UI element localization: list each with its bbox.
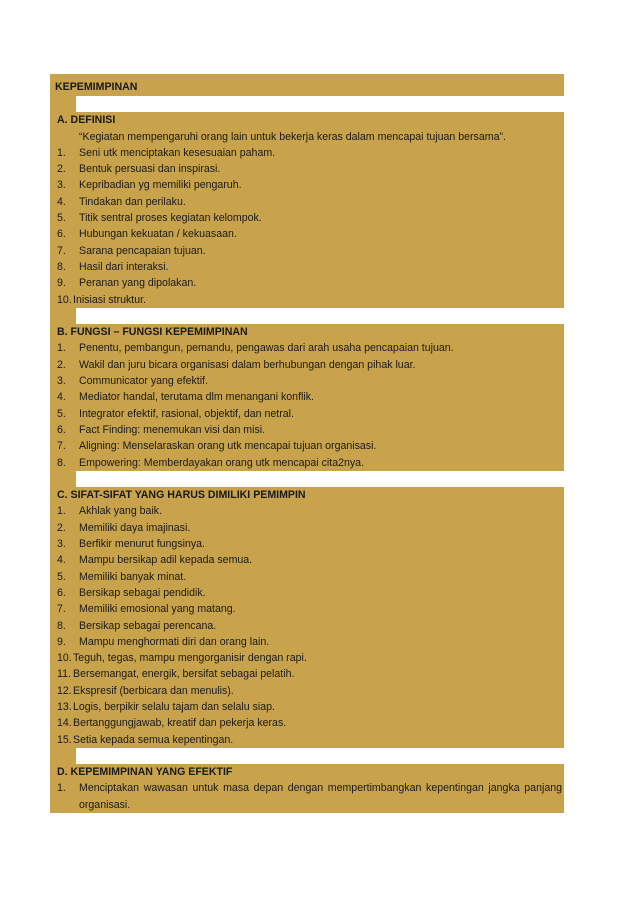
definition-quote: “Kegiatan mempengaruhi orang lain untuk bekerja keras dalam mencapai tujuan bersama”. (50, 129, 564, 145)
list-item (50, 210, 564, 226)
item-number: 10. (57, 293, 72, 306)
item-text: Aligning: Menselaraskan orang utk mencapai tujuan organisasi. (79, 440, 377, 453)
item-number: 8. (57, 456, 66, 469)
item-number: 12. (57, 684, 72, 697)
item-text: Menciptakan wawasan untuk masa depan dengan mempertimbangkan kepentingan jangka panjang (79, 782, 562, 795)
list-item (50, 618, 564, 634)
list-item (50, 275, 564, 291)
spacer (50, 748, 564, 764)
item-number: 1. (57, 505, 66, 518)
item-text-continuation: organisasi. (50, 797, 564, 813)
item-number: 5. (57, 212, 66, 225)
list-item (50, 585, 564, 601)
item-number: 2. (57, 163, 66, 176)
list-item (50, 780, 564, 796)
item-number: 9. (57, 277, 66, 290)
item-text: Penentu, pembangun, pemandu, pengawas dari arah usaha pencapaian tujuan. (79, 342, 454, 355)
list-item (50, 161, 564, 177)
list-item (50, 569, 564, 585)
section-heading-fungsi: B. FUNGSI – FUNGSI KEPEMIMPINAN (50, 324, 564, 340)
item-number: 5. (57, 570, 66, 583)
item-number: 11. (57, 668, 71, 681)
list-item (50, 715, 564, 731)
item-text: Hubungan kekuatan / kekuasaan. (79, 228, 237, 241)
item-number: 1. (57, 342, 66, 355)
item-number: 3. (57, 538, 66, 551)
item-text: Wakil dan juru bicara organisasi dalam berhubungan dengan pihak luar. (79, 358, 416, 371)
item-text: Hasil dari interaksi. (79, 260, 169, 273)
item-number: 9. (57, 635, 66, 648)
item-number: 4. (57, 195, 66, 208)
item-number: 7. (57, 440, 66, 453)
item-number: 14. (57, 717, 72, 730)
list-item (50, 503, 564, 519)
item-text: Logis, berpikir selalu tajam dan selalu siap. (73, 700, 275, 713)
list-item (50, 226, 564, 242)
item-number: 8. (57, 260, 66, 273)
item-text: Bersikap sebagai pendidik. (79, 586, 206, 599)
item-text: Setia kepada semua kepentingan. (73, 733, 234, 746)
list-item (50, 699, 564, 715)
list-item (50, 292, 564, 308)
list-item (50, 438, 564, 454)
list-item (50, 422, 564, 438)
list-item (50, 552, 564, 568)
section-heading-definisi: A. DEFINISI (50, 112, 564, 128)
item-number: 1. (57, 782, 66, 795)
item-number: 10. (57, 652, 72, 665)
item-text: Memiliki emosional yang matang. (79, 603, 236, 616)
item-text: Memiliki banyak minat. (79, 570, 187, 583)
list-item (50, 683, 564, 699)
item-text: Titik sentral proses kegiatan kelompok. (79, 212, 262, 225)
list-item (50, 455, 564, 471)
list-item (50, 406, 564, 422)
list-item (50, 259, 564, 275)
item-number: 6. (57, 423, 66, 436)
item-number: 6. (57, 228, 66, 241)
list-item (50, 357, 564, 373)
item-text: Memiliki daya imajinasi. (79, 521, 191, 534)
item-text: Tindakan dan perilaku. (79, 195, 186, 208)
section-heading-sifat: C. SIFAT-SIFAT YANG HARUS DIMILIKI PEMIMPIN (50, 487, 564, 503)
spacer (50, 96, 564, 112)
item-text: Mampu bersikap adil kepada semua. (79, 554, 253, 567)
item-text: Bersikap sebagai perencana. (79, 619, 217, 632)
list-item (50, 340, 564, 356)
list-item (50, 145, 564, 161)
item-text: Bentuk persuasi dan inspirasi. (79, 163, 221, 176)
item-number: 3. (57, 375, 66, 388)
list-item (50, 194, 564, 210)
item-text: Bersemangat, energik, bersifat sebagai pelatih. (73, 668, 295, 681)
item-number: 3. (57, 179, 66, 192)
section-heading-efektif: D. KEPEMIMPINAN YANG EFEKTIF (50, 764, 564, 780)
item-text: Mediator handal, terutama dlm menangani konflik. (79, 391, 314, 404)
list-item (50, 389, 564, 405)
item-number: 2. (57, 358, 66, 371)
item-number: 13. (57, 700, 72, 713)
list-item (50, 373, 564, 389)
item-number: 7. (57, 603, 66, 616)
list-item (50, 650, 564, 666)
item-number: 8. (57, 619, 66, 632)
document-body (50, 74, 564, 813)
item-text: Sarana pencapaian tujuan. (79, 244, 206, 257)
item-number: 4. (57, 391, 66, 404)
list-item (50, 177, 564, 193)
item-number: 7. (57, 244, 66, 257)
spacer (50, 471, 564, 487)
item-text: Mampu menghormati diri dan orang lain. (79, 635, 270, 648)
item-text: Berfikir menurut fungsinya. (79, 538, 206, 551)
list-item (50, 536, 564, 552)
list-item (50, 520, 564, 536)
item-number: 2. (57, 521, 66, 534)
item-number: 1. (57, 146, 66, 159)
document-title: KEPEMIMPINAN (50, 74, 564, 96)
item-text: Peranan yang dipolakan. (79, 277, 197, 290)
item-text: Bertanggungjawab, kreatif dan pekerja keras. (73, 717, 287, 730)
item-number: 6. (57, 586, 66, 599)
item-number: 15. (57, 733, 72, 746)
list-item (50, 243, 564, 259)
item-text: Ekspresif (berbicara dan menulis). (73, 684, 234, 697)
list-item (50, 732, 564, 748)
item-text: Fact Finding: menemukan visi dan misi. (79, 423, 266, 436)
item-text: Akhlak yang baik. (79, 505, 163, 518)
item-number: 4. (57, 554, 66, 567)
item-text: Kepribadian yg memiliki pengaruh. (79, 179, 242, 192)
item-text: Communicator yang efektif. (79, 375, 208, 388)
list-item (50, 634, 564, 650)
list-item (50, 666, 564, 682)
item-text: Teguh, tegas, mampu mengorganisir dengan rapi. (73, 652, 307, 665)
spacer (50, 308, 564, 324)
item-text: Empowering: Memberdayakan orang utk mencapai cita2nya. (79, 456, 365, 469)
item-text: Inisiasi struktur. (73, 293, 147, 306)
item-number: 5. (57, 407, 66, 420)
list-item (50, 601, 564, 617)
item-text: Seni utk menciptakan kesesuaian paham. (79, 146, 276, 159)
item-text: Integrator efektif, rasional, objektif, dan netral. (79, 407, 294, 420)
